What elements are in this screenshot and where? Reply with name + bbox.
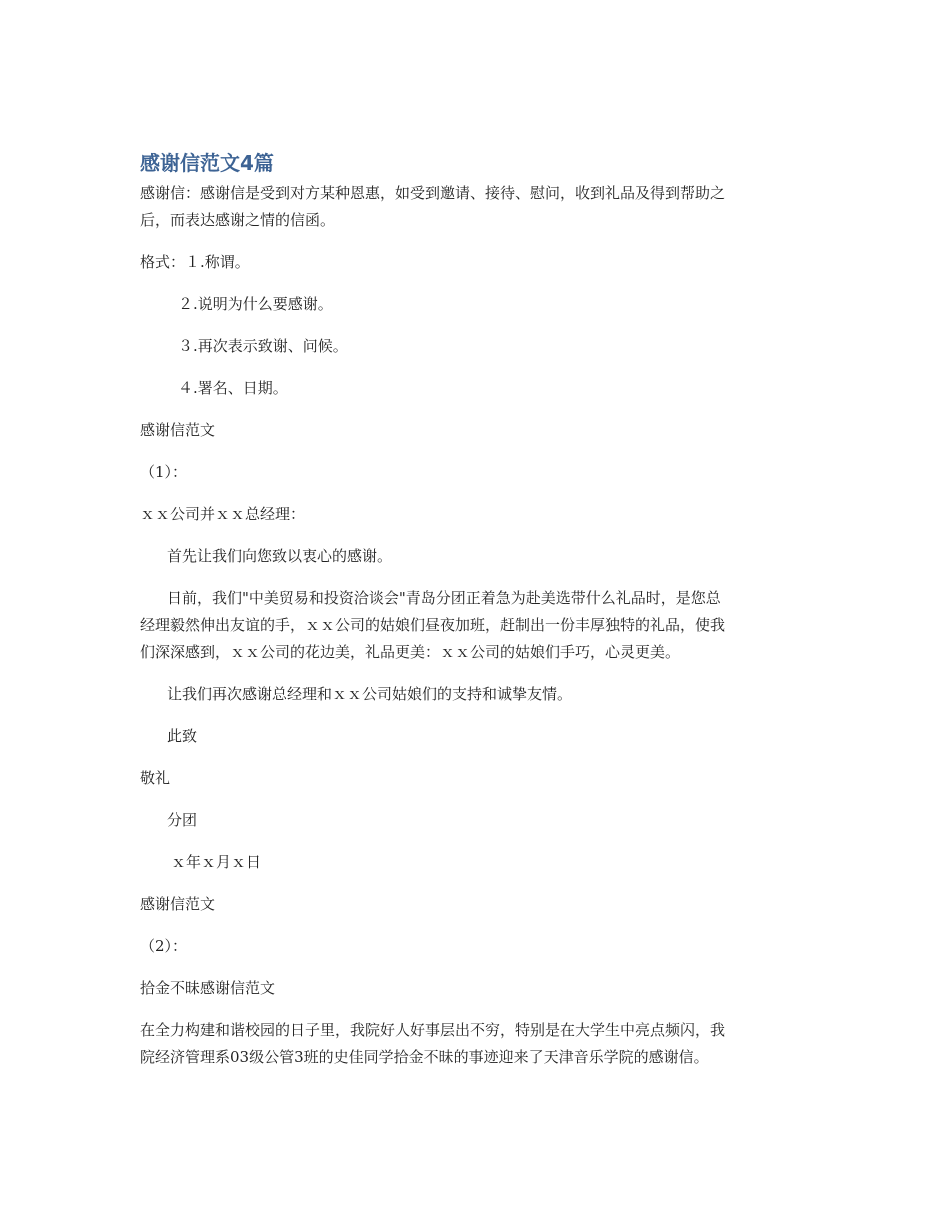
sample2-number: （2）： bbox=[140, 937, 188, 955]
sample1-para3: 让我们再次感谢总经理和ｘｘ公司姑娘们的支持和诚挚友情。 bbox=[167, 685, 573, 703]
sample1-para2-line: 们深深感到，ｘｘ公司的花边美，礼品更美：ｘｘ公司的姑娘们手巧，心灵更美。 bbox=[140, 643, 681, 661]
sample1-signature: 分团 bbox=[167, 811, 198, 829]
sample1-para2-line: 日前，我们"中美贸易和投资洽谈会"青岛分团正着急为赴美选带什么礼品时，是您总 bbox=[167, 589, 721, 607]
intro-paragraph bbox=[140, 180, 810, 234]
format-label: 格式：１.称谓。 bbox=[140, 253, 250, 271]
sample1-para1: 首先让我们向您致以衷心的感谢。 bbox=[167, 547, 393, 565]
format-item: ３.再次表示致谢、问候。 bbox=[178, 337, 348, 355]
sample2-subtitle: 拾金不昧感谢信范文 bbox=[140, 979, 276, 997]
document-page bbox=[140, 148, 810, 1086]
intro-line: 后，而表达感谢之情的信函。 bbox=[140, 211, 336, 229]
document-title: 感谢信范文4篇 bbox=[140, 151, 274, 175]
sample1-para2 bbox=[140, 585, 810, 666]
format-item: ２.说明为什么要感谢。 bbox=[178, 295, 333, 313]
sample1-number: （1）： bbox=[140, 463, 188, 481]
sample2-para1-line: 在全力构建和谐校园的日子里，我院好人好事层出不穷，特别是在大学生中亮点频闪，我 bbox=[140, 1021, 726, 1039]
sample2-para1 bbox=[140, 1017, 810, 1071]
sample1-closing2: 敬礼 bbox=[140, 769, 171, 787]
sample1-date: ｘ年ｘ月ｘ日 bbox=[171, 853, 262, 871]
format-item: ４.署名、日期。 bbox=[178, 379, 288, 397]
sample2-heading: 感谢信范文 bbox=[140, 895, 216, 913]
sample1-closing1: 此致 bbox=[167, 727, 198, 745]
sample1-salutation: ｘｘ公司并ｘｘ总经理： bbox=[140, 505, 306, 523]
intro-line: 感谢信：感谢信是受到对方某种恩惠，如受到邀请、接待、慰问，收到礼品及得到帮助之 bbox=[140, 184, 726, 202]
sample2-para1-line: 院经济管理系03级公管3班的史佳同学拾金不昧的事迹迎来了天津音乐学院的感谢信。 bbox=[140, 1048, 709, 1066]
sample1-para2-line: 经理毅然伸出友谊的手，ｘｘ公司的姑娘们昼夜加班，赶制出一份丰厚独特的礼品，使我 bbox=[140, 616, 726, 634]
sample1-heading: 感谢信范文 bbox=[140, 421, 216, 439]
